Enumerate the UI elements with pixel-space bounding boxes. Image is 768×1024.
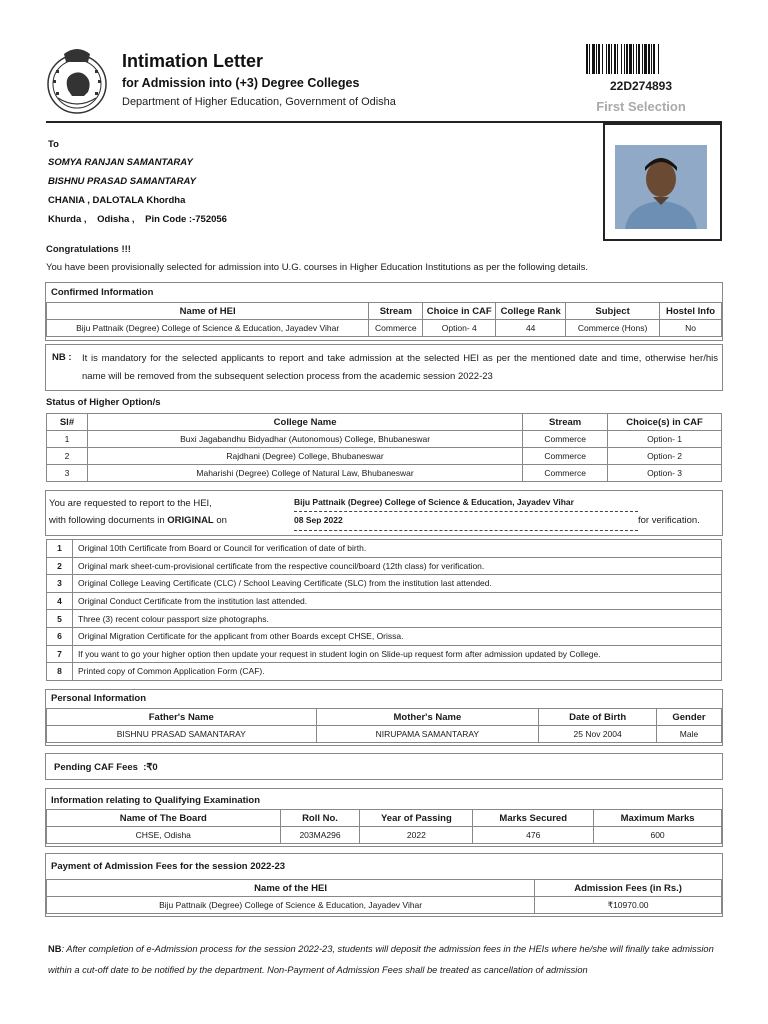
col-name-of-hei: Name of HEI xyxy=(47,303,369,320)
col-choices-in-caf: Choice(s) in CAF xyxy=(608,414,722,431)
cell-stream: Commerce xyxy=(523,448,608,465)
col-maximum-marks: Maximum Marks xyxy=(594,810,722,827)
col-fathers-name: Father's Name xyxy=(47,709,317,726)
higher-options-title: Status of Higher Option/s xyxy=(46,397,161,408)
list-item xyxy=(47,575,722,593)
pending-caf-fees-label: Pending CAF Fees : xyxy=(54,762,147,773)
cell-mothers-name: NIRUPAMA SAMANTARAY xyxy=(316,726,539,743)
applicant-name: SOMYA RANJAN SAMANTARAY xyxy=(48,157,193,168)
report-line-2-start: with following documents in xyxy=(49,515,168,526)
cell-board: CHSE, Odisha xyxy=(47,827,281,844)
cell-maximum-marks: 600 xyxy=(594,827,722,844)
payment-title: Payment of Admission Fees for the session 2022-23 xyxy=(51,861,286,872)
odisha-emblem-icon xyxy=(44,44,110,116)
col-college-rank: College Rank xyxy=(496,303,566,320)
confirmed-information-title: Confirmed Information xyxy=(51,287,154,298)
table-row xyxy=(47,431,722,448)
cell-stream: Commerce xyxy=(523,465,608,482)
cell-stream: Commerce xyxy=(369,320,423,337)
col-roll-no: Roll No. xyxy=(280,810,360,827)
department-name: Department of Higher Education, Government of Odisha xyxy=(122,96,396,108)
doc-text: Original mark sheet-cum-provisional certificate from the respective council/board (12th class) for verification. xyxy=(73,557,722,575)
doc-number: 5 xyxy=(47,610,73,628)
doc-text: If you want to go your higher option then update your request in student login on Slide-up request form after admission updated by College. xyxy=(73,645,722,663)
table-row xyxy=(47,827,722,844)
cell-hei-name: Biju Pattnaik (Degree) College of Science & Education, Jayadev Vihar xyxy=(47,320,369,337)
congratulations-text: Congratulations !!! xyxy=(46,244,131,255)
applicant-father-name: BISHNU PRASAD SAMANTARAY xyxy=(48,176,196,187)
cell-stream: Commerce xyxy=(523,431,608,448)
cell-college-name: Rajdhani (Degree) College, Bhubaneswar xyxy=(87,448,522,465)
col-college-name: College Name xyxy=(87,414,522,431)
letter-header xyxy=(0,0,768,122)
cell-choice: Option- 3 xyxy=(608,465,722,482)
footnote xyxy=(48,939,720,981)
cell-hei-name: Biju Pattnaik (Degree) College of Science & Education, Jayadev Vihar xyxy=(47,897,535,914)
cell-marks-secured: 476 xyxy=(473,827,594,844)
col-date-of-birth: Date of Birth xyxy=(539,709,657,726)
col-name-of-the-hei: Name of the HEI xyxy=(47,880,535,897)
higher-options-table xyxy=(46,413,722,482)
doc-text: Original Conduct Certificate from the institution last attended. xyxy=(73,592,722,610)
footnote-label: NB xyxy=(48,944,62,954)
report-line-1: You are requested to report to the HEI, xyxy=(49,498,212,509)
table-row xyxy=(47,897,722,914)
col-choice-in-caf: Choice in CAF xyxy=(423,303,496,320)
cell-sl: 2 xyxy=(47,448,88,465)
list-item xyxy=(47,610,722,628)
confirmed-information-table xyxy=(46,302,722,337)
list-item xyxy=(47,645,722,663)
address-line-2: Khurda , Odisha , Pin Code :-752056 xyxy=(48,214,227,225)
col-stream: Stream xyxy=(523,414,608,431)
cell-sl: 1 xyxy=(47,431,88,448)
footnote-text: : After completion of e-Admission process for the session 2022-23, students will deposit the admission fees in the HEIs where he/she will finally take admission within a cut-off date to be notified by the department. Non-Payment of Admission Fees shall be treated as cancellation of admission xyxy=(48,944,714,975)
cell-gender: Male xyxy=(657,726,722,743)
table-row xyxy=(47,726,722,743)
doc-number: 4 xyxy=(47,592,73,610)
payment-table xyxy=(46,879,722,914)
doc-text: Printed copy of Common Application Form (CAF). xyxy=(73,663,722,681)
list-item xyxy=(47,592,722,610)
report-line-2 xyxy=(49,515,227,526)
report-line-2-end: on xyxy=(213,515,227,526)
cell-sl: 3 xyxy=(47,465,88,482)
col-gender: Gender xyxy=(657,709,722,726)
col-hostel-info: Hostel Info xyxy=(660,303,722,320)
col-sl: Sl# xyxy=(47,414,88,431)
list-item xyxy=(47,663,722,681)
nb-label: NB : xyxy=(52,352,72,363)
cell-choice: Option- 4 xyxy=(423,320,496,337)
col-admission-fees: Admission Fees (in Rs.) xyxy=(535,880,722,897)
list-item xyxy=(47,557,722,575)
col-board-name: Name of The Board xyxy=(47,810,281,827)
cell-date-of-birth: 25 Nov 2004 xyxy=(539,726,657,743)
selection-round: First Selection xyxy=(596,99,686,114)
col-marks-secured: Marks Secured xyxy=(473,810,594,827)
cell-roll-no: 203MA296 xyxy=(280,827,360,844)
list-item xyxy=(47,627,722,645)
cell-year: 2022 xyxy=(360,827,473,844)
table-row xyxy=(47,465,722,482)
cell-admission-fees: ₹10970.00 xyxy=(535,897,722,914)
personal-information-title: Personal Information xyxy=(51,693,147,704)
doc-number: 6 xyxy=(47,627,73,645)
table-row xyxy=(47,320,722,337)
cell-college-name: Buxi Jagabandhu Bidyadhar (Autonomous) College, Bhubaneswar xyxy=(87,431,522,448)
cell-rank: 44 xyxy=(496,320,566,337)
pending-caf-fees xyxy=(54,762,158,773)
qualifying-exam-table xyxy=(46,809,722,844)
required-documents-table xyxy=(46,539,722,681)
col-mothers-name: Mother's Name xyxy=(316,709,539,726)
doc-text: Original 10th Certificate from Board or Council for verification of date of birth. xyxy=(73,540,722,558)
doc-number: 2 xyxy=(47,557,73,575)
cell-college-name: Maharishi (Degree) College of Natural Law, Bhubaneswar xyxy=(87,465,522,482)
qualifying-exam-title: Information relating to Qualifying Examination xyxy=(51,795,261,806)
applicant-portrait-icon xyxy=(615,145,707,229)
doc-text: Three (3) recent colour passport size photographs. xyxy=(73,610,722,628)
doc-text: Original Migration Certificate for the applicant from other Boards except CHSE, Orissa. xyxy=(73,627,722,645)
table-row xyxy=(47,448,722,465)
cell-choice: Option- 1 xyxy=(608,431,722,448)
doc-number: 3 xyxy=(47,575,73,593)
list-item xyxy=(47,540,722,558)
cell-fathers-name: BISHNU PRASAD SAMANTARAY xyxy=(47,726,317,743)
barcode-icon xyxy=(585,44,697,74)
report-original-word: ORIGINAL xyxy=(167,515,214,526)
selection-intro-text: You have been provisionally selected for admission into U.G. courses in Higher Education Institutions as per the following details. xyxy=(46,262,588,273)
letter-title: Intimation Letter xyxy=(122,51,264,71)
personal-information-table xyxy=(46,708,722,743)
pending-caf-fees-amount: ₹0 xyxy=(146,762,158,773)
cell-choice: Option- 2 xyxy=(608,448,722,465)
col-subject: Subject xyxy=(566,303,660,320)
address-to: To xyxy=(48,139,59,150)
doc-number: 7 xyxy=(47,645,73,663)
doc-number: 1 xyxy=(47,540,73,558)
applicant-photo xyxy=(615,145,707,229)
doc-number: 8 xyxy=(47,663,73,681)
doc-text: Original College Leaving Certificate (CLC) / School Leaving Certificate (SLC) from the institution last attended. xyxy=(73,575,722,593)
applicant-photo-frame xyxy=(603,123,722,241)
report-date: 08 Sep 2022 xyxy=(294,515,638,531)
letter-subtitle: for Admission into (+3) Degree Colleges xyxy=(122,76,360,90)
cell-hostel: No xyxy=(660,320,722,337)
col-year-of-passing: Year of Passing xyxy=(360,810,473,827)
nb-text: It is mandatory for the selected applicants to report and take admission at the selected HEI as per the mentioned date and time, otherwise her/his name will be removed from the subsequent selection process from the academic session 2022-23 xyxy=(82,353,718,382)
col-stream: Stream xyxy=(369,303,423,320)
report-hei-name: Biju Pattnaik (Degree) College of Science & Education, Jayadev Vihar xyxy=(294,497,638,512)
cell-subject: Commerce (Hons) xyxy=(566,320,660,337)
report-verification-text: for verification. xyxy=(638,515,700,526)
address-line-1: CHANIA , DALOTALA Khordha xyxy=(48,195,186,206)
application-number: 22D274893 xyxy=(609,79,673,93)
